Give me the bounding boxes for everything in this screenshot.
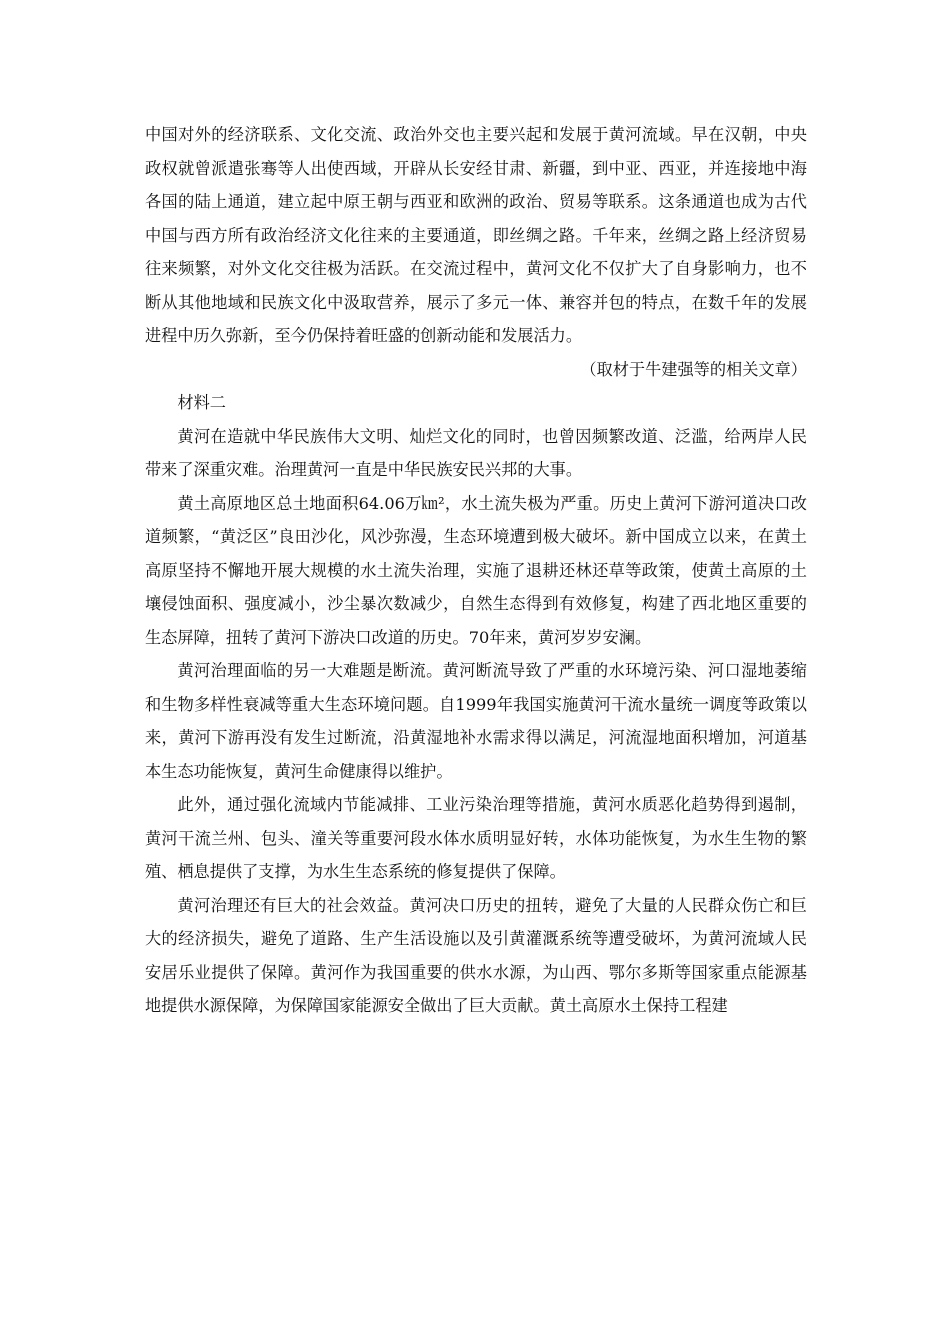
- source-note: （取材于牛建强等的相关文章）: [580, 359, 807, 379]
- paragraph-social-benefits: 黄河治理还有巨大的社会效益。黄河决口历史的扭转，避免了大量的人民群众伤亡和巨大的经济损失，避免了道路、生产生活设施以及引黄灌溉系统等遭受破坏，为黄河流域人民安居乐业提供了保障。黄河作为我国重要的供水水源，为山西、鄂尔多斯等国家重点能源基地提供水源保障，为保障国家能源安全做出了巨大贡献。黄土高原水土保持工程建: [145, 895, 807, 1015]
- paragraph-river-drying: 黄河治理面临的另一大难题是断流。黄河断流导致了严重的水环境污染、河口湿地萎缩和生物多样性衰减等重大生态环境问题。自1999年我国实施黄河干流水量统一调度等政策以来，黄河下游再没有发生过断流，沿黄湿地补水需求得以满足，河流湿地面积增加，河道基本生态功能恢复，黄河生命健康得以维护。: [145, 661, 807, 781]
- material-2-heading: 材料二: [177, 393, 226, 412]
- paragraph-loess-plateau: 黄土高原地区总土地面积64.06万㎞²，水土流失极为严重。历史上黄河下游河道决口改道频繁，“黄泛区”良田沙化，风沙弥漫，生态环境遭到极大破坏。新中国成立以来，在黄土高原坚持不懈地开展大规模的水土流失治理，实施了退耕还林还草等政策，使黄土高原的土壤侵蚀面积、强度减小，沙尘暴次数减少，自然生态得到有效修复，构建了西北地区重要的生态屏障，扭转了黄河下游决口改道的历史。70年来，黄河岁岁安澜。: [145, 493, 807, 647]
- paragraph-yellow-river-disasters: 黄河在造就中华民族伟大文明、灿烂文化的同时，也曾因频繁改道、泛滥，给两岸人民带来了深重灾难。治理黄河一直是中华民族安民兴邦的大事。: [145, 426, 807, 479]
- paragraph-silk-road: 中国对外的经济联系、文化交流、政治外交也主要兴起和发展于黄河流域。早在汉朝，中央政权就曾派遣张骞等人出使西域，开辟从长安经甘肃、新疆，到中亚、西亚，并连接地中海各国的陆上通道，建立起中原王朝与西亚和欧洲的政治、贸易等联系。这条通道也成为古代中国与西方所有政治经济文化往来的主要通道，即丝绸之路。千年来，丝绸之路上经济贸易往来频繁，对外文化交往极为活跃。在交流过程中，黄河文化不仅扩大了自身影响力，也不断从其他地域和民族文化中汲取营养，展示了多元一体、兼容并包的特点，在数千年的发展进程中历久弥新，至今仍保持着旺盛的创新动能和发展活力。: [145, 125, 807, 345]
- paragraph-water-quality: 此外，通过强化流域内节能减排、工业污染治理等措施，黄河水质恶化趋势得到遏制，黄河干流兰州、包头、潼关等重要河段水体水质明显好转，水体功能恢复，为水生生物的繁殖、栖息提供了支撑，为水生生态系统的修复提供了保障。: [145, 795, 807, 881]
- document-body: [145, 118, 807, 1023]
